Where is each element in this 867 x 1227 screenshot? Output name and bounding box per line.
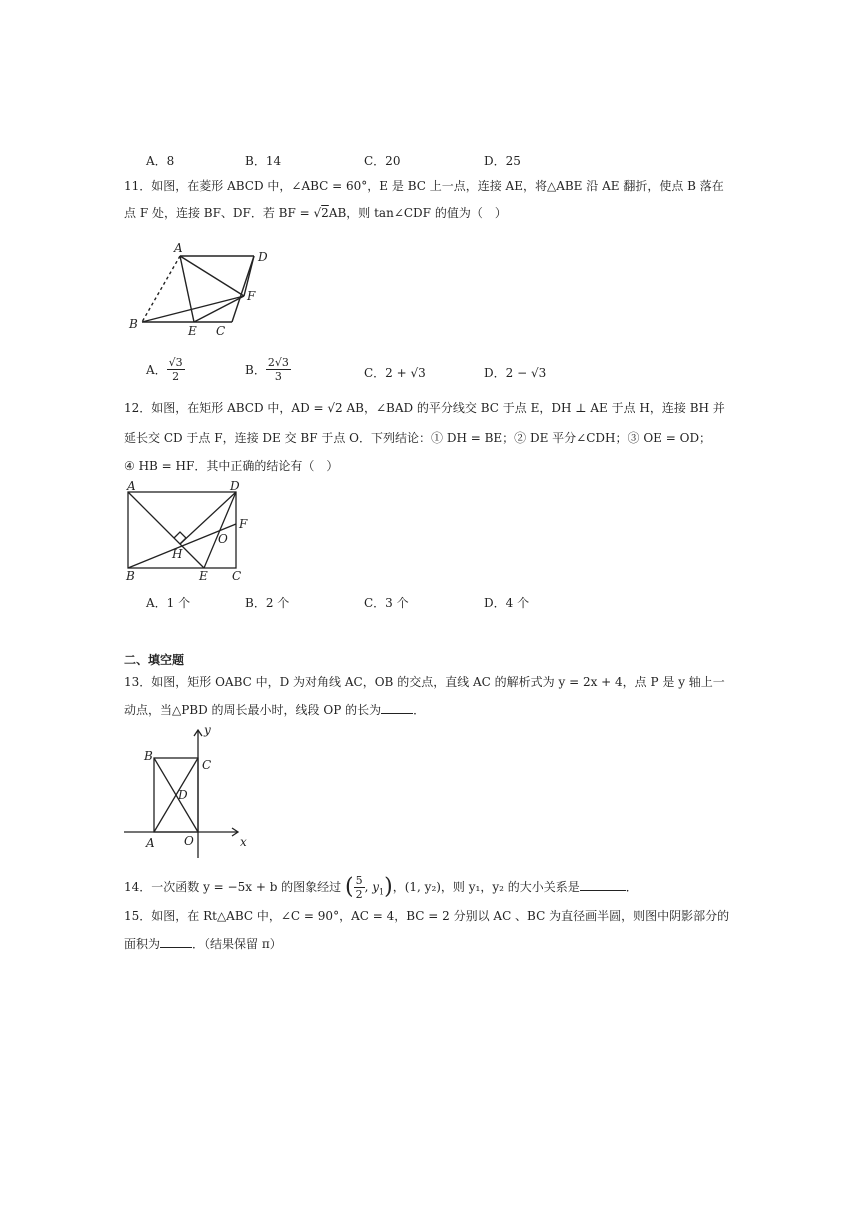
q12-label-a: A (127, 479, 136, 493)
q12-label-d: D (230, 479, 240, 493)
q11-option-a: A． $\frac{√3}{2}$ (146, 356, 183, 383)
q11-option-c: C．2 + √3 (364, 366, 426, 380)
q13-label-x: x (240, 835, 247, 849)
q12-label-e: E (199, 569, 208, 583)
q13-label-c: C (202, 758, 212, 772)
section-title: 二、填空题 (124, 653, 185, 667)
q12-figure-rectangle (124, 479, 254, 583)
q10-option-a: A．8 (146, 154, 175, 168)
q13-answer-blank (381, 713, 413, 714)
q15-answer-blank (160, 947, 192, 948)
q13-label-o: O (184, 834, 194, 848)
q12-text-line1: 12．如图，在矩形 ABCD 中，AD = √2 AB，∠BAD 的平分线交 BC 于点 E，DH ⊥ AE 于点 H，连接 BH 并 (124, 401, 725, 415)
q13-label-b: B (144, 749, 153, 763)
q13-label-y: y (204, 723, 211, 737)
q12-option-a: A．1 个 (146, 596, 191, 610)
q12-option-d: D．4 个 (484, 596, 530, 610)
q14-text: 14．一次函数 y = −5x + b 的图象经过 ( $\frac{5}{2}$ , $y_1$)，(1, y₂)，则 y₁，y₂ 的大小关系是 ． (124, 874, 638, 901)
q11-label-b: B (129, 317, 138, 331)
q12-text-line3: ④ HB = HF．其中正确的结论有（ ） (124, 459, 339, 473)
q13-label-a: A (146, 836, 155, 850)
q11-figure-rhombus (126, 242, 286, 342)
q12-label-o: O (218, 532, 228, 546)
q11-option-b: B． $\frac{2√3}{3}$ (245, 356, 289, 383)
q15-text-line1: 15．如图，在 Rt△ABC 中，∠C = 90°，AC = 4，BC = 2 分别以 AC 、BC 为直径画半圆，则图中阴影部分的 (124, 909, 730, 923)
q10-option-d: D．25 (484, 154, 521, 168)
q11-text-line2: 点 F 处，连接 BF、DF．若 BF = √2AB，则 tan∠CDF 的值为（ ） (124, 206, 507, 220)
q11-label-d: D (258, 250, 268, 264)
q13-text-line1: 13．如图，矩形 OABC 中，D 为对角线 AC，OB 的交点，直线 AC 的解析式为 y = 2x + 4，点 P 是 y 轴上一 (124, 675, 725, 689)
q14-answer-blank (580, 890, 626, 891)
q13-figure-coordinate-rectangle (120, 722, 260, 862)
q12-label-f: F (239, 517, 248, 531)
q11-label-c: C (216, 324, 226, 338)
q11-option-d: D．2 − √3 (484, 366, 547, 380)
q10-option-b: B．14 (245, 154, 282, 168)
q13-text-line2: 动点，当△PBD 的周长最小时，线段 OP 的长为 ． (124, 703, 426, 717)
q12-label-c: C (232, 569, 242, 583)
q12-option-b: B．2 个 (245, 596, 290, 610)
q12-option-c: C．3 个 (364, 596, 409, 610)
q12-label-h: H (172, 547, 183, 561)
q11-label-e: E (188, 324, 197, 338)
q12-label-b: B (126, 569, 135, 583)
q13-label-d: D (178, 788, 188, 802)
q11-text-line1: 11．如图，在菱形 ABCD 中，∠ABC = 60°，E 是 BC 上一点，连接 AE，将△ABE 沿 AE 翻折，使点 B 落在 (124, 179, 724, 193)
q11-label-a: A (174, 241, 183, 255)
q11-label-f: F (247, 289, 256, 303)
q12-text-line2: 延长交 CD 于点 F，连接 DE 交 BF 于点 O．下列结论：① DH = BE；② DE 平分∠CDH；③ OE = OD； (124, 431, 712, 445)
q15-text-line2: 面积为 ．（结果保留 π） (124, 937, 282, 951)
q10-option-c: C．20 (364, 154, 401, 168)
